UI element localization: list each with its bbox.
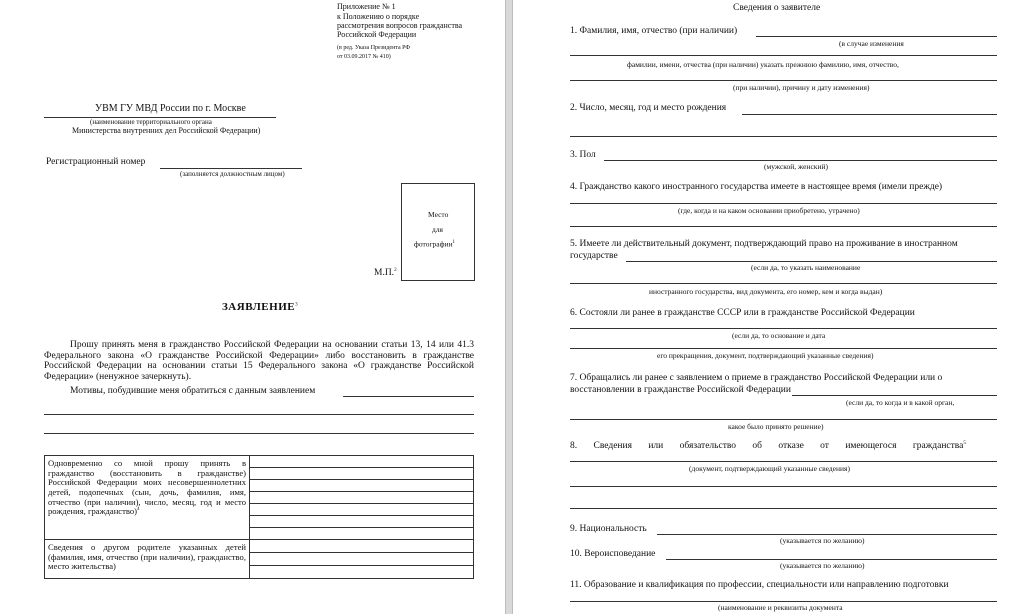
photo-label-line3: фотографии$^1$ (414, 239, 455, 249)
q8-field[interactable] (570, 461, 997, 462)
authority-name: УВМ ГУ МВД России по г. Москве (95, 103, 246, 114)
q5-hint1: (если да, то указать наименование (751, 263, 861, 272)
motives-field-3[interactable] (44, 433, 474, 434)
registration-hint: (заполняется должностным лицом) (180, 170, 285, 178)
q7-label2: восстановлении в гражданстве Российской Федерации (570, 385, 791, 395)
parent-entry-cell[interactable] (250, 540, 474, 553)
q1-field[interactable] (756, 36, 997, 37)
parent-entry-cell[interactable] (250, 553, 474, 566)
photo-label-line1: Место (428, 210, 449, 219)
q3-hint: (мужской, женский) (764, 162, 828, 171)
q2-label: 2. Число, месяц, год и место рождения (570, 103, 727, 113)
appendix-line4: Российской Федерации (337, 30, 417, 39)
q1-label: 1. Фамилия, имя, отчество (при наличии) (570, 26, 738, 36)
appendix-edit2: от 03.09.2017 № 410) (337, 54, 391, 60)
children-entry-cell[interactable] (250, 528, 474, 540)
appendix-line3: рассмотрения вопросов гражданства (337, 21, 463, 30)
q1-hint2: фамилии, имени, отчества (при наличии) указать прежнюю фамилию, имя, отчество, (627, 60, 899, 69)
q4-hint: (где, когда и на каком основании приобретено, утрачено) (678, 206, 860, 215)
children-table (44, 455, 474, 579)
q4-label: 4. Гражданство какого иностранного государства имеете в настоящее время (имели прежде) (570, 182, 943, 192)
q10-label: 10. Вероисповедание (570, 549, 656, 559)
parent-desc-cell: Сведения о другом родителе указанных детей (фамилия, имя, отчество (при наличии), гражданство, место жительства) (45, 540, 250, 579)
q4-field-2[interactable] (570, 226, 997, 227)
q10-hint: (указывается по желанию) (780, 561, 865, 570)
children-entry-cell[interactable] (250, 516, 474, 528)
q11-field[interactable] (570, 601, 997, 602)
parent-entry-cell[interactable] (250, 566, 474, 579)
appendix-line1: Приложение № 1 (337, 2, 396, 11)
q6-hint2: его прекращения, документ, подтверждающий указанные сведения) (657, 351, 874, 360)
right-page (513, 0, 1024, 614)
q6-field[interactable] (570, 328, 997, 329)
q2-field[interactable] (742, 114, 997, 115)
q8-label: 8. Сведения или обязательство об отказе от имеющегося гражданства$^5$ (570, 441, 966, 452)
children-entry-cell[interactable] (250, 480, 474, 492)
children-desc-cell: Одновременно со мной прошу принять в гражданство (восстановить в гражданстве) Российской Федерации моих несовершеннолетних детей, подопечных (сын, дочь, фамилия, имя, отчество (при наличии), число, месяц, год и место рождения, гражданство)$^4$ (45, 456, 250, 540)
motives-field-1[interactable] (343, 396, 474, 397)
q8-field-2[interactable] (570, 486, 997, 487)
q7-hint2: какое было принято решение) (728, 422, 824, 431)
q5-hint2: иностранного государства, вид документа, его номер, кем и когда выдан) (649, 287, 883, 296)
q5-field[interactable] (626, 261, 997, 262)
q11-hint: (наименование и реквизиты документа (718, 603, 843, 612)
q1-hint3: (при наличии), причину и дату изменения) (733, 83, 870, 92)
q5-label1: 5. Имеете ли действительный документ, подтверждающий право на проживание в иностранном (570, 239, 958, 249)
photo-label-line2: для (432, 225, 444, 234)
q9-hint: (указывается по желанию) (780, 536, 865, 545)
q1-hint1: (в случае изменения (839, 39, 904, 48)
page-divider (505, 0, 513, 614)
q7-label1: 7. Обращались ли ранее с заявлением о приеме в гражданство Российской Федерации или о (570, 373, 943, 383)
q6-field-2[interactable] (570, 348, 997, 349)
q10-field[interactable] (666, 559, 997, 560)
authority-hint2: Министерства внутренних дел Российской Федерации) (72, 126, 261, 135)
children-entry-cell[interactable] (250, 504, 474, 516)
q4-field[interactable] (570, 203, 997, 204)
q1-field-3[interactable] (570, 80, 997, 81)
body-paragraph: Прошу принять меня в гражданство Российской Федерации на основании статьи 13, 14 или 41.3 Федерального закона «О гражданстве Российской Федерации» либо восстановить в гражданстве Российской Федерации на основании статьи 15 Федерального закона «О гражданстве Российской Федерации» (ненужное зачеркнуть). (44, 340, 474, 383)
left-page (0, 0, 505, 614)
stamp-label: М.П.$^2$ (374, 268, 397, 279)
q8-field-3[interactable] (570, 508, 997, 509)
q11-label: 11. Образование и квалификация по профессии, специальности или направлению подготовки (570, 580, 949, 590)
q8-hint: (документ, подтверждающий указанные сведения) (689, 464, 850, 473)
children-entry-cell[interactable] (250, 468, 474, 480)
page-title: ЗАЯВЛЕНИЕ$^3$ (222, 301, 299, 313)
q6-hint1: (если да, то основание и дата (732, 331, 826, 340)
registration-field[interactable] (160, 168, 302, 169)
section-heading: Сведения о заявителе (733, 3, 821, 13)
children-entry-cell[interactable] (250, 456, 474, 468)
q3-label: 3. Пол (570, 150, 596, 160)
authority-hint1: (наименование территориального органа (90, 118, 212, 126)
appendix-line2: к Положению о порядке (337, 12, 420, 21)
q7-hint1: (если да, то когда и в какой орган, (846, 398, 955, 407)
q7-field[interactable] (792, 395, 997, 396)
motives-field-2[interactable] (44, 414, 474, 415)
appendix-edit1: (в ред. Указа Президента РФ (337, 45, 411, 51)
children-entry-cell[interactable] (250, 492, 474, 504)
q1-field-2[interactable] (570, 55, 997, 56)
q9-label: 9. Национальность (570, 524, 647, 534)
q5-label2: государстве (570, 251, 618, 261)
q7-field-2[interactable] (570, 419, 997, 420)
registration-label: Регистрационный номер (46, 157, 146, 167)
q9-field[interactable] (657, 534, 997, 535)
q2-field-2[interactable] (570, 136, 997, 137)
q6-label: 6. Состояли ли ранее в гражданстве СССР или в гражданстве Российской Федерации (570, 308, 915, 318)
q5-field-2[interactable] (570, 283, 997, 284)
motives-label: Мотивы, побудившие меня обратиться с данным заявлением (70, 386, 316, 396)
q3-field[interactable] (604, 160, 997, 161)
